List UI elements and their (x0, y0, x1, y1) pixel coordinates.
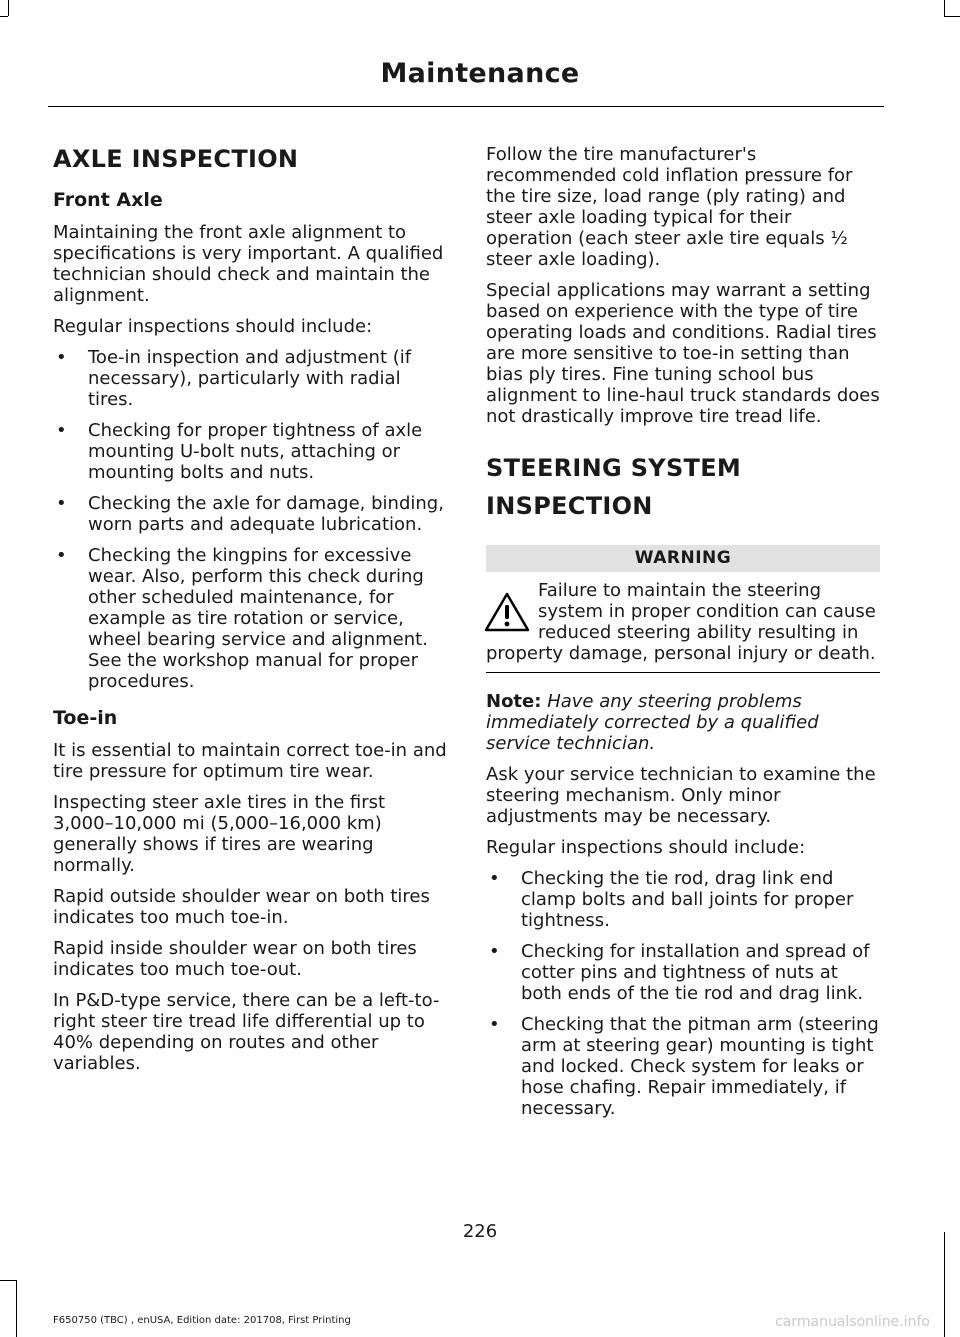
list-item (53, 420, 449, 483)
list-intro: Regular inspections should include: (486, 837, 806, 858)
bullet-marker: • (56, 493, 67, 514)
crop-mark (944, 0, 945, 16)
section-title-line: STEERING SYSTEM (486, 454, 742, 482)
paragraph: Follow the tire manufacturer's recommended cold inflation pressure for the tire size, load range (ply rating) and steer axle loading typical for their operation (each steer axle tire equals ½ steer axle loading). (486, 144, 853, 270)
subheading-toe-in: Toe-in (53, 707, 118, 729)
warning-label: WARNING (486, 545, 880, 572)
paragraph: In P&D-type service, there can be a left-to-right steer tire tread life differential up to 40% depending on routes and other variables. (53, 990, 440, 1074)
bullet-marker: • (56, 420, 67, 441)
warning-box (486, 545, 880, 673)
list-item-text: Checking for proper tightness of axle mounting U-bolt nuts, attaching or mounting bolts and nuts. (88, 420, 423, 483)
note-label: Note: (486, 691, 542, 712)
section-title-steering-system (486, 453, 880, 521)
bullet-list (486, 868, 880, 1119)
bullet-marker: • (489, 868, 500, 889)
list-item-text: Checking for installation and spread of cotter pins and tightness of nuts at both ends of the tie rod and drag link. (521, 941, 870, 1004)
subheading-front-axle: Front Axle (53, 189, 163, 211)
crop-mark (0, 16, 8, 17)
warning-triangle-icon (482, 588, 532, 638)
paragraph: It is essential to maintain correct toe-in and tire pressure for optimum tire wear. (53, 740, 447, 782)
left-column (53, 144, 449, 1084)
watermark: carmanualsonline.info (775, 1314, 930, 1330)
list-item-text: Toe-in inspection and adjustment (if necessary), particularly with radial tires. (88, 347, 412, 410)
bullet-list (53, 347, 449, 692)
note (486, 691, 880, 754)
list-item (53, 545, 449, 692)
warning-text: Failure to maintain the steering system in proper condition can cause reduced steering ability resulting in property damage, personal injury or death. (486, 580, 876, 664)
list-intro: Regular inspections should include: (53, 316, 373, 337)
right-column (486, 144, 880, 1129)
crop-mark (0, 1280, 16, 1281)
list-item-text: Checking the axle for damage, binding, worn parts and adequate lubrication. (88, 493, 444, 535)
list-item (486, 941, 880, 1004)
paragraph: Maintaining the front axle alignment to specifications is very important. A qualified technician should check and maintain the alignment. (53, 222, 444, 306)
paragraph: Special applications may warrant a setting based on experience with the type of tire operating loads and conditions. Radial tires are more sensitive to toe-in setting than bias ply tires. Fine tuning school bus alignment to line-haul truck standards does not drastically improve tire tread life. (486, 280, 880, 427)
paragraph: Rapid outside shoulder wear on both tires indicates too much toe-in. (53, 886, 430, 928)
bullet-marker: • (56, 545, 67, 566)
page-header-title: Maintenance (380, 58, 580, 89)
note-text: Have any steering problems immediately corrected by a qualified service technician. (486, 691, 819, 754)
paragraph: Rapid inside shoulder wear on both tires indicates too much toe-out. (53, 938, 417, 980)
list-item-text: Checking that the pitman arm (steering arm at steering gear) mounting is tight and locked. Check system for leaks or hose chafing. Repair immediately, if necessary. (521, 1014, 879, 1119)
list-item (486, 1014, 880, 1119)
section-title-line: INSPECTION (486, 492, 653, 520)
list-item (53, 493, 449, 535)
page-number: 226 (462, 1221, 498, 1242)
paragraph: Inspecting steer axle tires in the first 3,000–10,000 mi (5,000–16,000 km) generally shows if tires are wearing normally. (53, 792, 386, 876)
list-item-text: Checking the kingpins for excessive wear. Also, perform this check during other scheduled maintenance, for example as tire rotation or service, wheel bearing service and alignment. See the workshop manual for proper procedures. (88, 545, 428, 692)
warning-body (486, 580, 880, 673)
edition-footer: F650750 (TBC) , enUSA, Edition date: 201708, First Printing (53, 1315, 351, 1326)
crop-mark (944, 1232, 945, 1337)
list-item (486, 868, 880, 931)
section-title-axle-inspection: AXLE INSPECTION (53, 145, 299, 173)
bullet-marker: • (489, 941, 500, 962)
crop-mark (8, 0, 9, 16)
bullet-marker: • (56, 347, 67, 368)
bullet-marker: • (489, 1014, 500, 1035)
paragraph: Ask your service technician to examine the steering mechanism. Only minor adjustments may be necessary. (486, 764, 876, 827)
list-item-text: Checking the tie rod, drag link end clamp bolts and ball joints for proper tightness. (521, 868, 854, 931)
list-item (53, 347, 449, 410)
header-divider (48, 106, 884, 107)
crop-mark (16, 1280, 17, 1337)
crop-mark (944, 16, 960, 17)
